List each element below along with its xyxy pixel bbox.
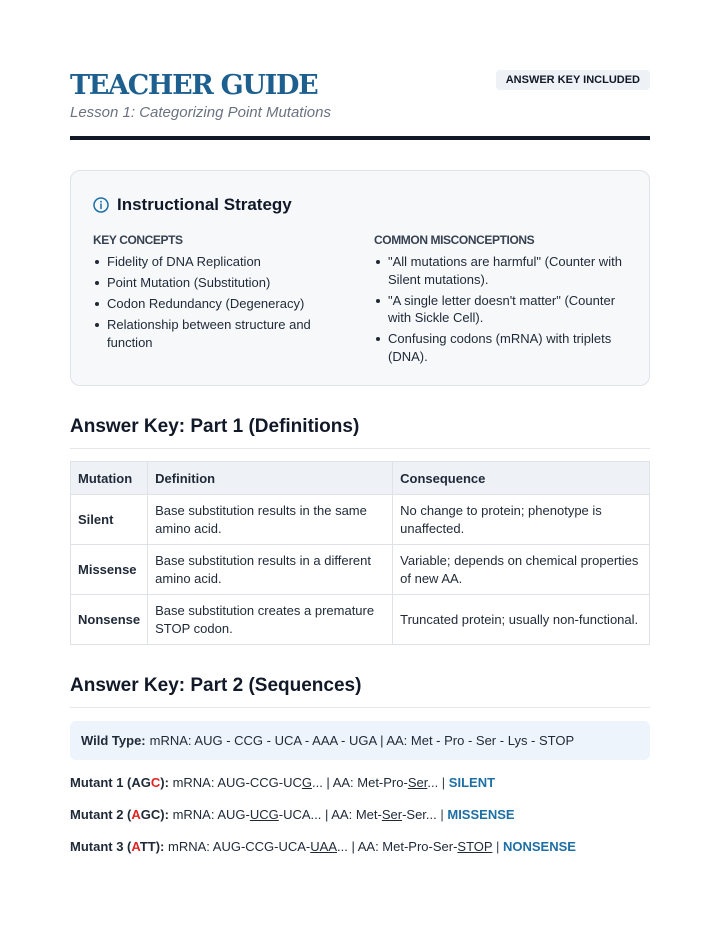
mutated-base: C — [150, 775, 161, 790]
separator: | — [436, 807, 448, 822]
info-circle-icon — [93, 197, 109, 213]
answer-key-badge: ANSWER KEY INCLUDED — [496, 70, 650, 90]
definition-cell: Base substitution creates a premature STOP codon. — [148, 595, 393, 645]
mrna-text: mRNA: AUG- — [168, 807, 250, 822]
table-row — [71, 595, 650, 645]
mutation-cell: Silent — [71, 495, 148, 545]
aa-text: ... — [427, 775, 439, 790]
mutant-label-text: Mutant 2 ( — [70, 807, 132, 822]
changed-codon: G — [301, 775, 312, 790]
wild-type-box — [70, 721, 650, 760]
list-item: Relationship between structure and function — [93, 316, 347, 351]
mutant-label-text: GC): — [140, 807, 169, 822]
aa-text: | AA: Met-Pro- — [322, 775, 408, 790]
mutant-label-text: TT): — [139, 839, 165, 854]
aa-text: | AA: Met-Pro-Ser- — [347, 839, 458, 854]
aa-text: | AA: Met- — [321, 807, 382, 822]
mutant-label — [70, 839, 164, 854]
mrna-text: ... — [311, 775, 323, 790]
list-item: Point Mutation (Substitution) — [93, 274, 347, 292]
mutant-line — [70, 775, 650, 790]
changed-amino-acid: Ser — [407, 775, 428, 790]
key-concepts-list — [93, 253, 347, 351]
changed-codon: UAA — [310, 839, 337, 854]
mutant-label — [70, 807, 169, 822]
changed-amino-acid: Ser — [381, 807, 403, 822]
separator: | — [438, 775, 449, 790]
mrna-text: mRNA: AUG-CCG-UC — [168, 775, 302, 790]
consequence-cell: Variable; depends on chemical properties of new AA. — [393, 545, 650, 595]
changed-amino-acid: STOP — [457, 839, 493, 854]
key-concepts-heading: KEY CONCEPTS — [93, 233, 183, 247]
part2-heading: Answer Key: Part 2 (Sequences) — [70, 675, 650, 708]
consequence-cell: No change to protein; phenotype is unaffected. — [393, 495, 650, 545]
list-item: "All mutations are harmful" (Counter with Silent mutations). — [374, 253, 628, 288]
page-title: TEACHER GUIDE — [70, 70, 318, 101]
separator: | — [492, 839, 503, 854]
teacher-guide-page — [70, 0, 650, 854]
mutant-label-text: ): — [160, 775, 169, 790]
mutated-base: A — [131, 839, 140, 854]
changed-codon: UCG — [249, 807, 279, 822]
instructional-strategy-card — [70, 170, 650, 386]
mutated-base: A — [131, 807, 141, 822]
misconceptions-heading: COMMON MISCONCEPTIONS — [374, 233, 535, 247]
mutant-label-text: Mutant 3 ( — [70, 839, 132, 854]
mutation-cell: Missense — [71, 545, 148, 595]
misconceptions-column — [374, 233, 628, 369]
guide-header — [70, 0, 650, 140]
wild-type-sequence: mRNA: AUG - CCG - UCA - AAA - UGA | AA: Met - Pro - Ser - Lys - STOP — [149, 733, 575, 748]
mutant-label-text: Mutant 1 (AG — [70, 775, 151, 790]
list-item: Confusing codons (mRNA) with triplets (DNA). — [374, 330, 628, 365]
column-header: Definition — [148, 462, 393, 495]
mrna-text: mRNA: AUG-CCG-UCA- — [164, 839, 311, 854]
lesson-subtitle: Lesson 1: Categorizing Point Mutations — [70, 104, 331, 121]
wild-type-label: Wild Type: — [81, 733, 146, 748]
definitions-table — [70, 461, 650, 645]
consequence-cell: Truncated protein; usually non-functional. — [393, 595, 650, 645]
strategy-heading — [93, 195, 292, 215]
part1-heading: Answer Key: Part 1 (Definitions) — [70, 416, 650, 449]
list-item: Codon Redundancy (Degeneracy) — [93, 295, 347, 313]
mrna-text: ... — [337, 839, 348, 854]
table-row — [71, 545, 650, 595]
list-item: "A single letter doesn't matter" (Counter with Sickle Cell). — [374, 292, 628, 327]
mutant-line — [70, 807, 650, 822]
classification-label: NONSENSE — [502, 839, 576, 854]
mutation-cell: Nonsense — [71, 595, 148, 645]
strategy-title: Instructional Strategy — [117, 195, 292, 214]
definition-cell: Base substitution results in a different amino acid. — [148, 545, 393, 595]
column-header: Consequence — [393, 462, 650, 495]
column-header: Mutation — [71, 462, 148, 495]
table-row — [71, 495, 650, 545]
definition-cell: Base substitution results in the same amino acid. — [148, 495, 393, 545]
classification-label: SILENT — [448, 775, 496, 790]
mrna-text: -UCA... — [278, 807, 322, 822]
aa-text: -Ser... — [402, 807, 437, 822]
table-header-row — [71, 462, 650, 495]
mutant-label — [70, 775, 169, 790]
mutant-line — [70, 839, 650, 854]
list-item: Fidelity of DNA Replication — [93, 253, 347, 271]
classification-label: MISSENSE — [447, 807, 515, 822]
key-concepts-column — [93, 233, 347, 355]
misconceptions-list — [374, 253, 628, 365]
